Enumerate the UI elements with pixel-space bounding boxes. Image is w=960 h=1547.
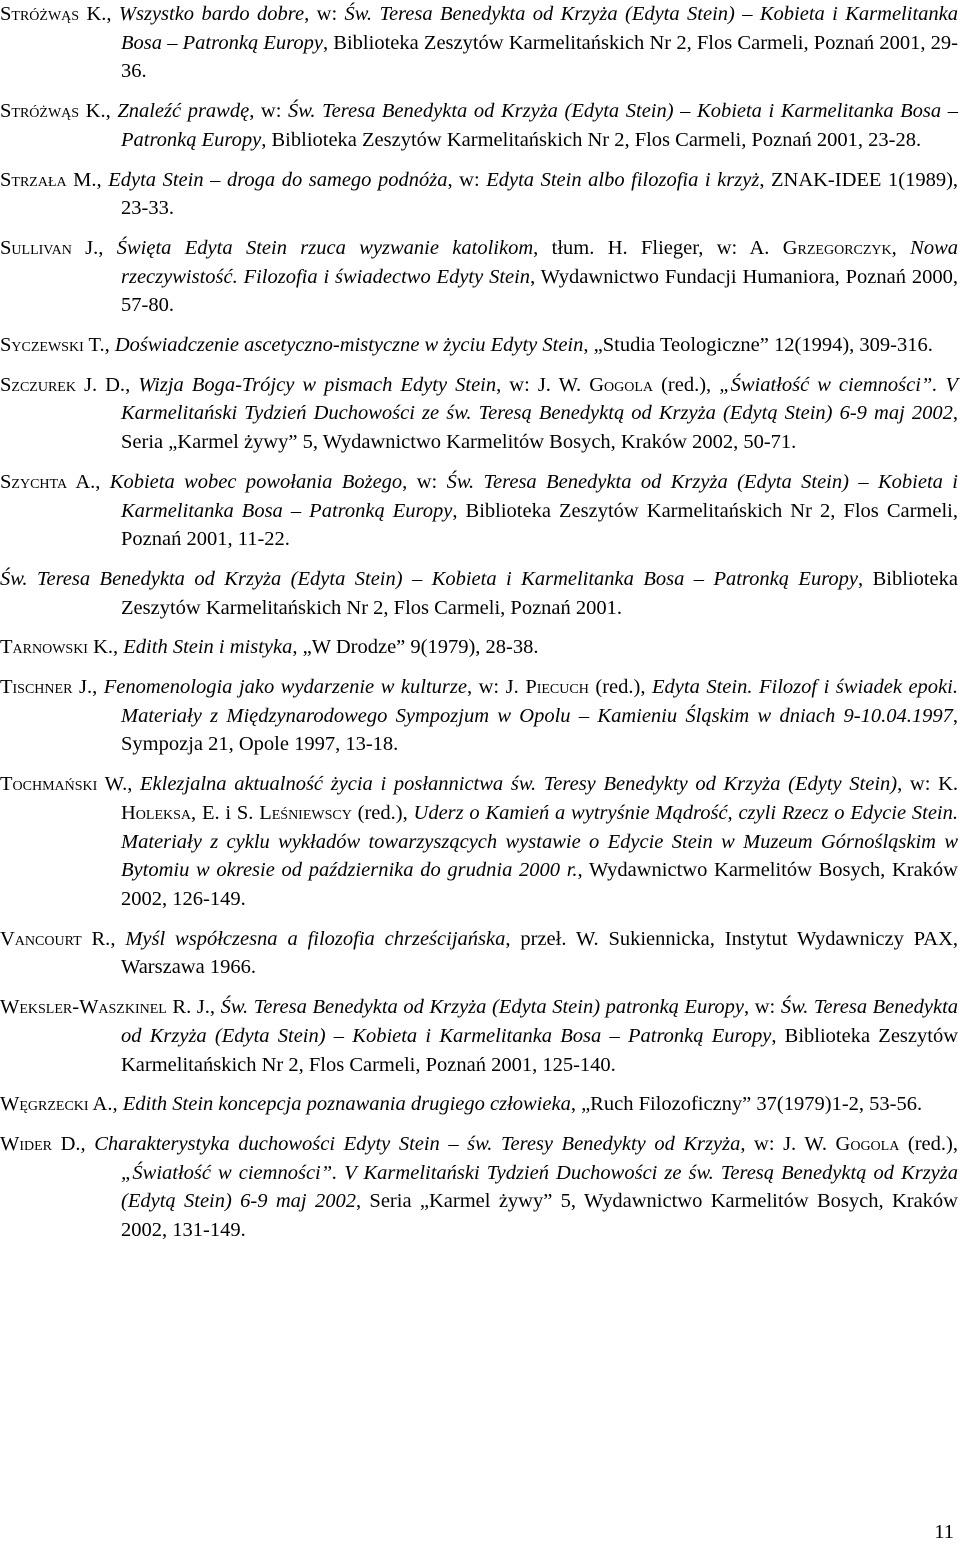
bibliography-entry [0,0,958,86]
citation-text: , [95,470,110,493]
citation-text: , [127,773,140,796]
author-name: Gogola [589,373,654,396]
citation-text: , [106,3,119,25]
author-name: Węgrzecki A. [0,1093,113,1116]
work-title: Edyta Stein albo filozofia i krzyż [486,168,760,191]
citation-text: (red.), [653,373,720,396]
citation-text: , [92,676,104,699]
bibliography-entry [0,371,958,457]
citation-text: , w: [744,996,781,1019]
bibliography-entry [0,331,958,360]
author-name: Piecuch [525,676,589,699]
citation-text: , [105,100,118,123]
work-title: Myśl współczesna a filozofia chrześcijańska [125,927,506,950]
bibliography-entry [0,993,958,1079]
author-name: Holeksa [121,801,192,824]
author-name: Syczewski T. [0,334,105,357]
author-name: Tischner J. [0,676,93,699]
bibliography-entry [0,1130,958,1245]
citation-text: , w: [402,470,447,493]
citation-text: (red.), [899,1132,958,1155]
author-name: Tarnowski K. [0,636,114,659]
citation-text: , [98,236,117,259]
author-name: Stróżwąs K. [0,100,106,123]
work-title: Nowa rzeczywistość. Filozofia i świadectwo Edyty Stein [121,236,958,288]
citation-text: , [125,373,139,396]
author-name: Stróżwąs K. [0,3,107,25]
author-name: Strzała M. [0,168,97,191]
citation-text: , w: J. W. [496,373,590,396]
bibliography-entry [0,97,958,154]
author-name: Grzegorczyk [782,236,892,259]
citation-text: , Sympozja 21, Opole 1997, 13-18. [121,704,958,756]
author-name: Wider D. [0,1132,81,1155]
citation-text: , Biblioteka Zeszytów Karmelitańskich Nr 2, Flos Carmeli, Poznań 2001. [121,567,958,619]
work-title: Charakterystyka duchowości Edyty Stein – św. Teresy Benedykty od Krzyża [94,1132,741,1155]
author-name: Leśniewscy [259,801,352,824]
citation-text: , Wydawnictwo Fundacji Humaniora, Poznań 2000, 57-80. [121,265,958,317]
author-name: Sullivan J. [0,236,99,259]
work-title: Św. Teresa Benedykta od Krzyża (Edyta Stein) – Kobieta i Karmelitanka Bosa – Patronką Europy [121,470,958,522]
author-name: Vancourt R. [0,927,111,950]
citation-text: , w: K. [897,773,959,796]
page-number: 11 [934,1521,954,1543]
work-title: Kobieta wobec powołania Bożego [109,470,403,493]
citation-text: , w: [304,3,345,25]
citation-text: , ZNAK-IDEE 1(1989), 23-33. [121,168,959,220]
citation-text: , [80,1132,95,1155]
citation-text: , przeł. W. Sukiennicka, Instytut Wydawniczy PAX, Warszawa 1966. [121,927,958,979]
work-title: Znaleźć prawdę [117,100,250,123]
author-name: Gogola [835,1132,900,1155]
work-title: Edyta Stein. Filozof i świadek epoki. Materiały z Międzynarodowego Sympozjum w Opolu – Kamieniu Śląskim w dniach 9-10.04.1997 [121,676,958,727]
citation-text: , Biblioteka Zeszytów Karmelitańskich Nr 2, Flos Carmeli, Poznań 2001, 29-36. [121,31,959,83]
citation-text: , Biblioteka Zeszytów Karmelitańskich Nr 2, Flos Carmeli, Poznań 2001, 11-22. [121,499,958,551]
bibliography-entry [0,925,958,982]
citation-text: , Seria „Karmel żywy” 5, Wydawnictwo Karmelitów Bosych, Kraków 2002, 50-71. [121,402,958,454]
citation-text: , w: J. [466,676,526,699]
citation-text: , Wydawnictwo Karmelitów Bosych, Kraków 2002, 126-149. [121,859,958,910]
work-title: Edith Stein i mistyka [123,636,293,659]
bibliography-entry [0,633,958,662]
work-title: Doświadczenie ascetyczno-mistyczne w życiu Edyty Stein [114,334,584,357]
citation-text: , „Studia Teologiczne” 12(1994), 309-316. [583,334,933,357]
citation-text: , [110,927,126,950]
work-title: Św. Teresa Benedykta od Krzyża (Edyta Stein) – Kobieta i Karmelitanka Bosa – Patronką Europy [121,100,959,151]
work-title: Św. Teresa Benedykta od Krzyża (Edyta Stein) – Kobieta i Karmelitanka Bosa – Patronką Europy [0,567,859,590]
citation-text: , tłum. H. Flieger, w: A. [533,236,783,259]
bibliography-entry [0,166,958,223]
work-title: Eklezjalna aktualność życia i posłannictwa św. Teresy Benedykty od Krzyża (Edyty Stein) [140,773,898,796]
bibliography-entry [0,234,958,320]
citation-text: , „W Drodze” 9(1979), 28-38. [292,636,539,659]
author-name: Szychta A. [0,470,96,493]
citation-text: , w: [249,100,289,123]
work-title: Fenomenologia jako wydarzenie w kulturze [103,676,467,699]
author-name: Szczurek J. D. [0,373,126,396]
citation-text: , w: J. W. [740,1132,836,1155]
citation-text: , [96,168,109,191]
work-title: Edyta Stein – droga do samego podnóża [108,168,448,191]
work-title: Wszystko bardo dobre [118,3,305,25]
citation-text: (red.), [351,801,414,824]
citation-text: , Seria „Karmel żywy” 5, Wydawnictwo Karmelitów Bosych, Kraków 2002, 131-149. [121,1190,958,1242]
work-title: Święta Edyta Stein rzuca wyzwanie katolikom [116,236,534,259]
citation-text: , [112,1093,123,1116]
citation-text: , „Ruch Filozoficzny” 37(1979)1-2, 53-56. [570,1093,923,1116]
citation-text: , [891,236,911,259]
work-title: Edith Stein koncepcja poznawania drugiego człowieka [122,1093,571,1116]
work-title: Wizja Boga-Trójcy w pismach Edyty Stein [138,373,497,396]
citation-text: , E. i S. [191,801,260,824]
bibliography-entry [0,468,958,554]
work-title: „Światłość w ciemności”. V Karmelitański Tydzień Duchowości ze św. Teresą Benedyktą od Krzyża (Edytą Stein) 6-9 maj 2002 [121,373,958,425]
work-title: „Światłość w ciemności”. V Karmelitański Tydzień Duchowości ze św. Teresą Benedyktą od Krzyża (Edytą Stein) 6-9 maj 2002 [121,1161,958,1213]
citation-text: , w: [447,168,487,191]
bibliography-entry [0,673,958,759]
work-title: Uderz o Kamień a wytryśnie Mądrość, czyli Rzecz o Edycie Stein. Materiały z cyklu wykładów towarzyszących wystawie o Edycie Stein w Muzeum Górnośląskim w Bytomiu w okresie od października do grudnia 2000 r. [121,801,958,882]
work-title: Św. Teresa Benedykta od Krzyża (Edyta Stein) – Kobieta i Karmelitanka Bosa – Patronką Europy [121,3,958,54]
citation-text: , [113,636,124,659]
bibliography-entry [0,770,958,914]
citation-text: (red.), [588,676,652,699]
work-title: Św. Teresa Benedykta od Krzyża (Edyta Stein) patronką Europy [220,996,745,1019]
author-name: Weksler-Waszkinel R. J. [0,996,210,1019]
citation-text: , [104,334,115,357]
citation-text: , Biblioteka Zeszytów Karmelitańskich Nr 2, Flos Carmeli, Poznań 2001, 23-28. [261,128,922,151]
citation-text: , Biblioteka Zeszytów Karmelitańskich Nr 2, Flos Carmeli, Poznań 2001, 125-140. [121,1024,958,1076]
work-title: Św. Teresa Benedykta od Krzyża (Edyta Stein) – Kobieta i Karmelitanka Bosa – Patronką Europy [121,996,959,1047]
bibliography-entry [0,565,958,622]
author-name: Tochmański W. [0,773,128,796]
bibliography-entry [0,1090,958,1119]
citation-text: , [209,996,221,1019]
